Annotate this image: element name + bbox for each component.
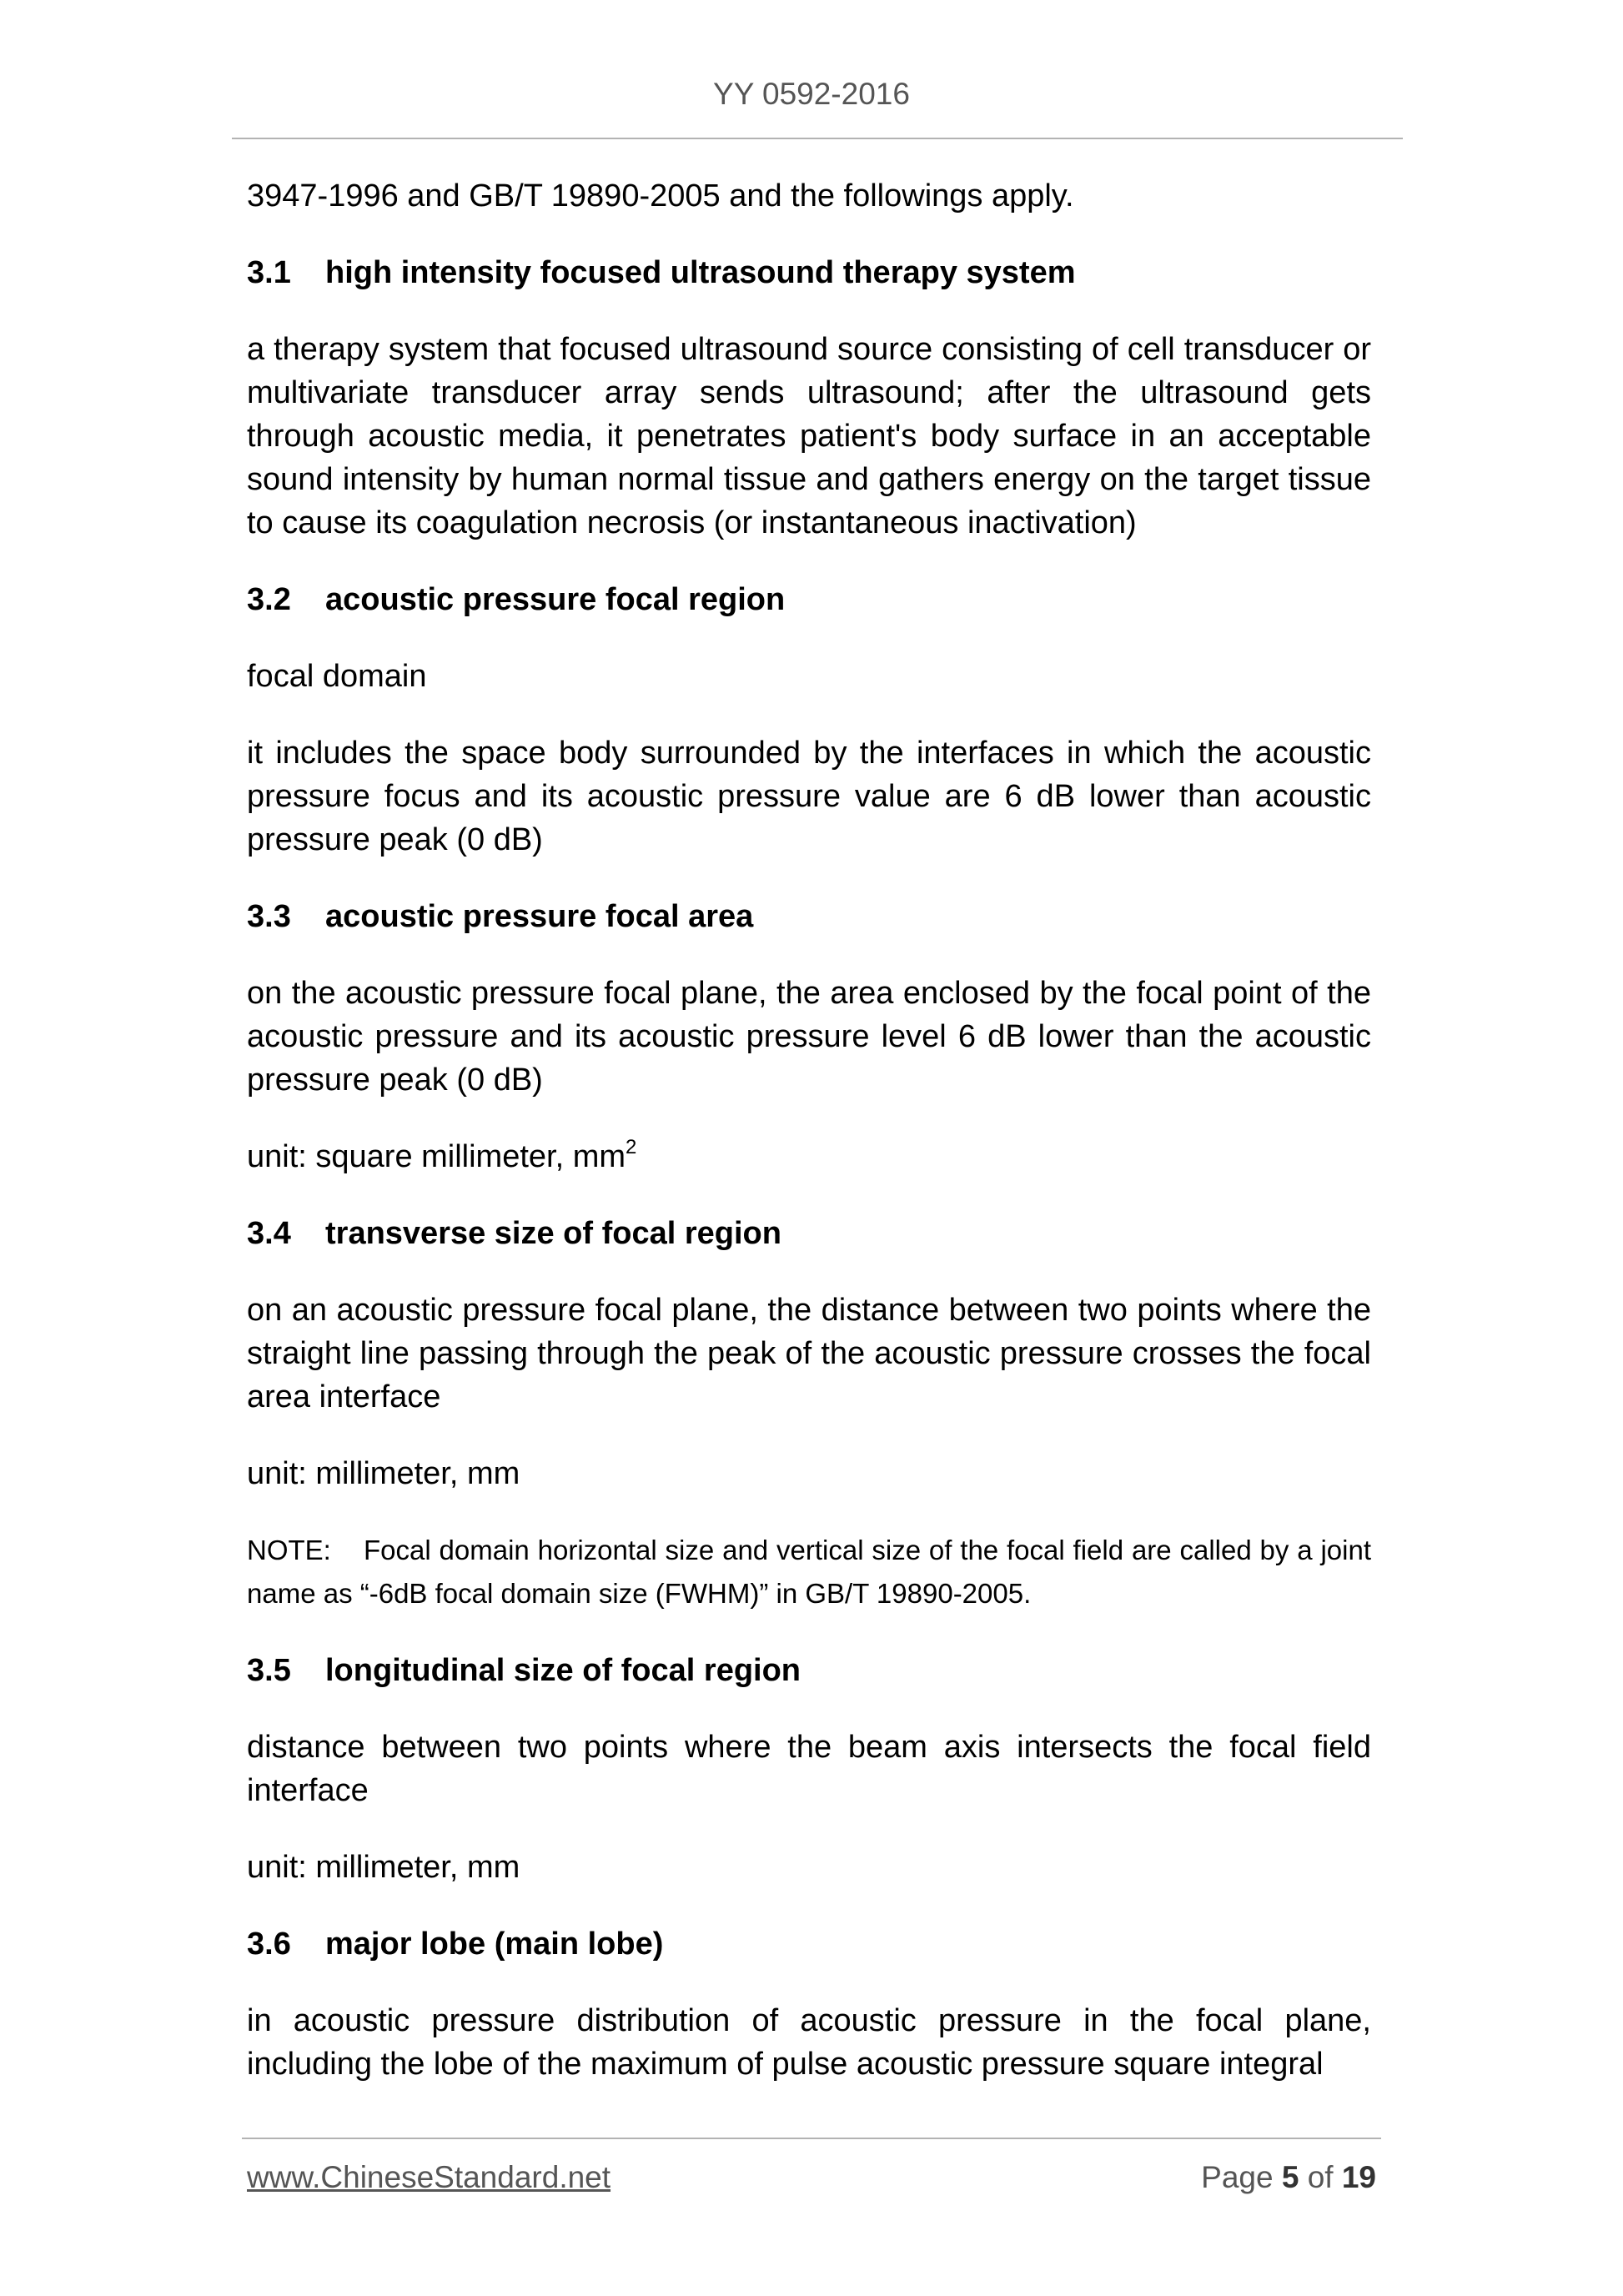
section-number: 3.4 <box>247 1216 291 1251</box>
definition-3-6: in acoustic pressure distribution of acoustic pressure in the focal plane, including the lobe of the maximum of pulse acoustic pressure square integral <box>247 2003 1371 2082</box>
synonym-3-2: focal domain <box>247 659 427 694</box>
section-title: high intensity focused ultrasound therapy system <box>325 255 1076 290</box>
section-title: longitudinal size of focal region <box>325 1653 801 1688</box>
section-heading-3-5 <box>247 1649 1371 1692</box>
section-heading-3-2 <box>247 578 1371 621</box>
running-header: YY 0592-2016 <box>713 77 910 111</box>
section-number: 3.3 <box>247 899 291 934</box>
unit-3-5: unit: millimeter, mm <box>247 1850 520 1885</box>
note-text: Focal domain horizontal size and vertical size of the focal field are called by a joint name as “-6dB focal domain size (FWHM)” in GB/T 19890-2005. <box>247 1535 1371 1609</box>
section-number: 3.6 <box>247 1927 291 1962</box>
section-number: 3.2 <box>247 582 291 617</box>
website-link[interactable]: www.ChineseStandard.net <box>247 2160 611 2194</box>
definition-3-2: it includes the space body surrounded by the interfaces in which the acoustic pressure focus and its acoustic pressure value are 6 dB lower than acoustic pressure peak (0 dB) <box>247 736 1371 857</box>
note-3-4 <box>247 1529 1371 1615</box>
header-rule <box>232 138 1403 139</box>
section-title: acoustic pressure focal region <box>325 582 786 617</box>
page-body <box>247 174 1371 2119</box>
current-page: 5 <box>1281 2160 1299 2194</box>
intro-text: 3947-1996 and GB/T 19890-2005 and the followings apply. <box>247 178 1074 214</box>
section-heading-3-1 <box>247 251 1371 294</box>
section-title: transverse size of focal region <box>325 1216 781 1251</box>
section-number: 3.1 <box>247 255 291 290</box>
unit-3-3 <box>247 1135 1371 1178</box>
unit-3-4: unit: millimeter, mm <box>247 1456 520 1491</box>
section-title: major lobe (main lobe) <box>325 1927 664 1962</box>
footer-rule <box>242 2138 1381 2139</box>
definition-3-4: on an acoustic pressure focal plane, the distance between two points where the straight line passing through the peak of the acoustic pressure crosses the focal area interface <box>247 1293 1371 1414</box>
section-number: 3.5 <box>247 1653 291 1688</box>
section-heading-3-6 <box>247 1922 1371 1966</box>
section-heading-3-3 <box>247 895 1371 938</box>
unit-superscript: 2 <box>626 1136 637 1158</box>
page-prefix: Page <box>1201 2160 1274 2194</box>
definition-3-3: on the acoustic pressure focal plane, the area enclosed by the focal point of the acoustic pressure and its acoustic pressure level 6 dB lower than the acoustic pressure peak (0 dB) <box>247 976 1371 1098</box>
section-title: acoustic pressure focal area <box>325 899 754 934</box>
definition-3-1: a therapy system that focused ultrasound source consisting of cell transducer or multivariate transducer array sends ultrasound; after the ultrasound gets through acoustic media, it penetrates patient's body surface in an acceptable sound intensity by human normal tissue and gathers energy on the target tissue to cause its coagulation necrosis (or instantaneous inactivation) <box>247 332 1371 540</box>
section-heading-3-4 <box>247 1212 1371 1255</box>
unit-text: unit: square millimeter, mm <box>247 1139 626 1174</box>
page-of: of <box>1307 2160 1334 2194</box>
total-pages: 19 <box>1341 2160 1376 2194</box>
note-label: NOTE: <box>247 1535 331 1565</box>
definition-3-5: distance between two points where the beam axis intersects the focal field interface <box>247 1730 1371 1808</box>
page-number <box>1201 2160 1376 2195</box>
